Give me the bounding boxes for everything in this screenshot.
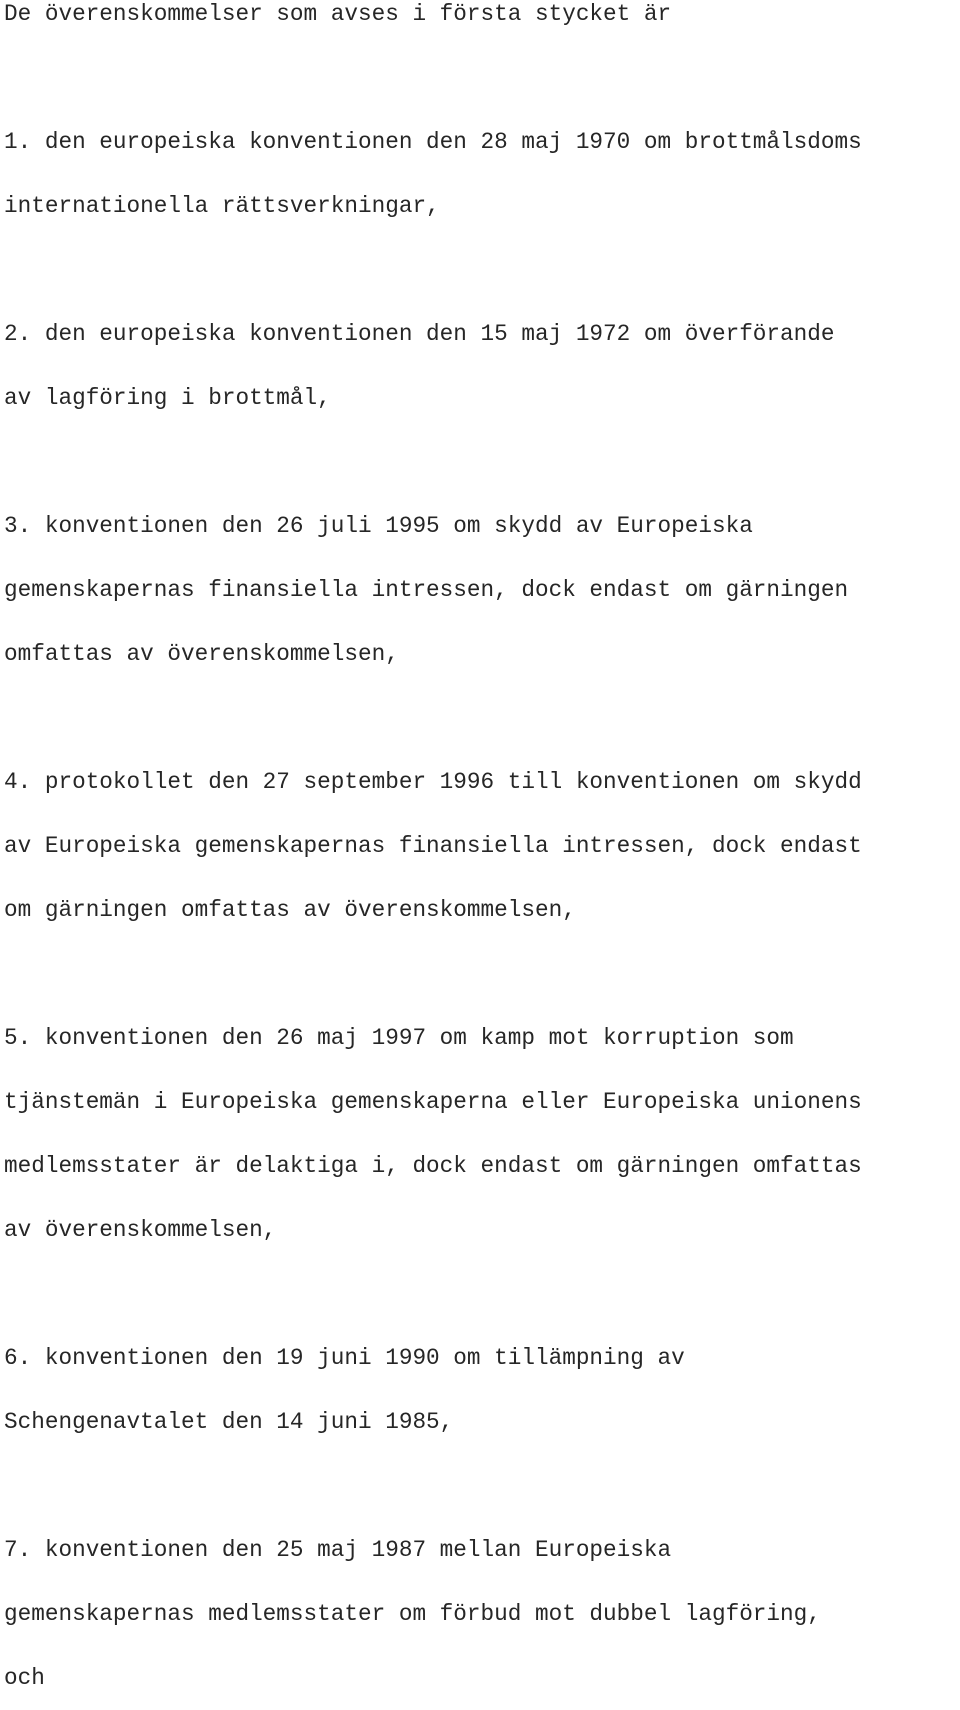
list-item-5 <box>4 1006 956 1262</box>
list-item-5-line-2: tjänstemän i Europeiska gemenskaperna eller Europeiska unionens <box>4 1089 862 1115</box>
list-item-6-line-2: Schengenavtalet den 14 juni 1985, <box>4 1409 454 1435</box>
list-item-1-line-1: 1. den europeiska konventionen den 28 maj 1970 om brottmålsdoms <box>4 129 862 155</box>
list-item-7-line-2: gemenskapernas medlemsstater om förbud mot dubbel lagföring, <box>4 1601 821 1627</box>
list-item-5-line-3: medlemsstater är delaktiga i, dock endast om gärningen omfattas <box>4 1153 862 1179</box>
list-item-2-line-2: av lagföring i brottmål, <box>4 385 331 411</box>
list-item-5-line-4: av överenskommelsen, <box>4 1217 277 1243</box>
list-item-1 <box>4 110 956 238</box>
document-page <box>4 0 956 1710</box>
list-item-4-line-3: om gärningen omfattas av överenskommelsen, <box>4 897 576 923</box>
list-item-4 <box>4 750 956 942</box>
intro-paragraph: De överenskommelser som avses i första stycket är <box>4 1 672 27</box>
list-item-6 <box>4 1326 956 1454</box>
list-item-2 <box>4 302 956 430</box>
paragraph-gap <box>4 686 956 750</box>
list-item-7 <box>4 1518 956 1710</box>
list-item-2-line-1: 2. den europeiska konventionen den 15 maj 1972 om överförande <box>4 321 835 347</box>
list-item-3-line-2: gemenskapernas finansiella intressen, dock endast om gärningen <box>4 577 849 603</box>
list-item-5-line-1: 5. konventionen den 26 maj 1997 om kamp mot korruption som <box>4 1025 794 1051</box>
paragraph-gap <box>4 942 956 1006</box>
list-item-7-line-3: och <box>4 1665 45 1691</box>
list-item-7-line-1: 7. konventionen den 25 maj 1987 mellan Europeiska <box>4 1537 672 1563</box>
list-item-4-line-1: 4. protokollet den 27 september 1996 till konventionen om skydd <box>4 769 862 795</box>
list-item-1-line-2: internationella rättsverkningar, <box>4 193 440 219</box>
list-item-3-line-3: omfattas av överenskommelsen, <box>4 641 399 667</box>
list-item-4-line-2: av Europeiska gemenskapernas finansiella intressen, dock endast <box>4 833 862 859</box>
paragraph-gap <box>4 1262 956 1326</box>
list-item-3-line-1: 3. konventionen den 26 juli 1995 om skydd av Europeiska <box>4 513 753 539</box>
list-item-6-line-1: 6. konventionen den 19 juni 1990 om tillämpning av <box>4 1345 685 1371</box>
paragraph-gap <box>4 1454 956 1518</box>
list-item-3 <box>4 494 956 686</box>
paragraph-gap <box>4 238 956 302</box>
paragraph-gap <box>4 430 956 494</box>
paragraph-gap <box>4 46 956 110</box>
